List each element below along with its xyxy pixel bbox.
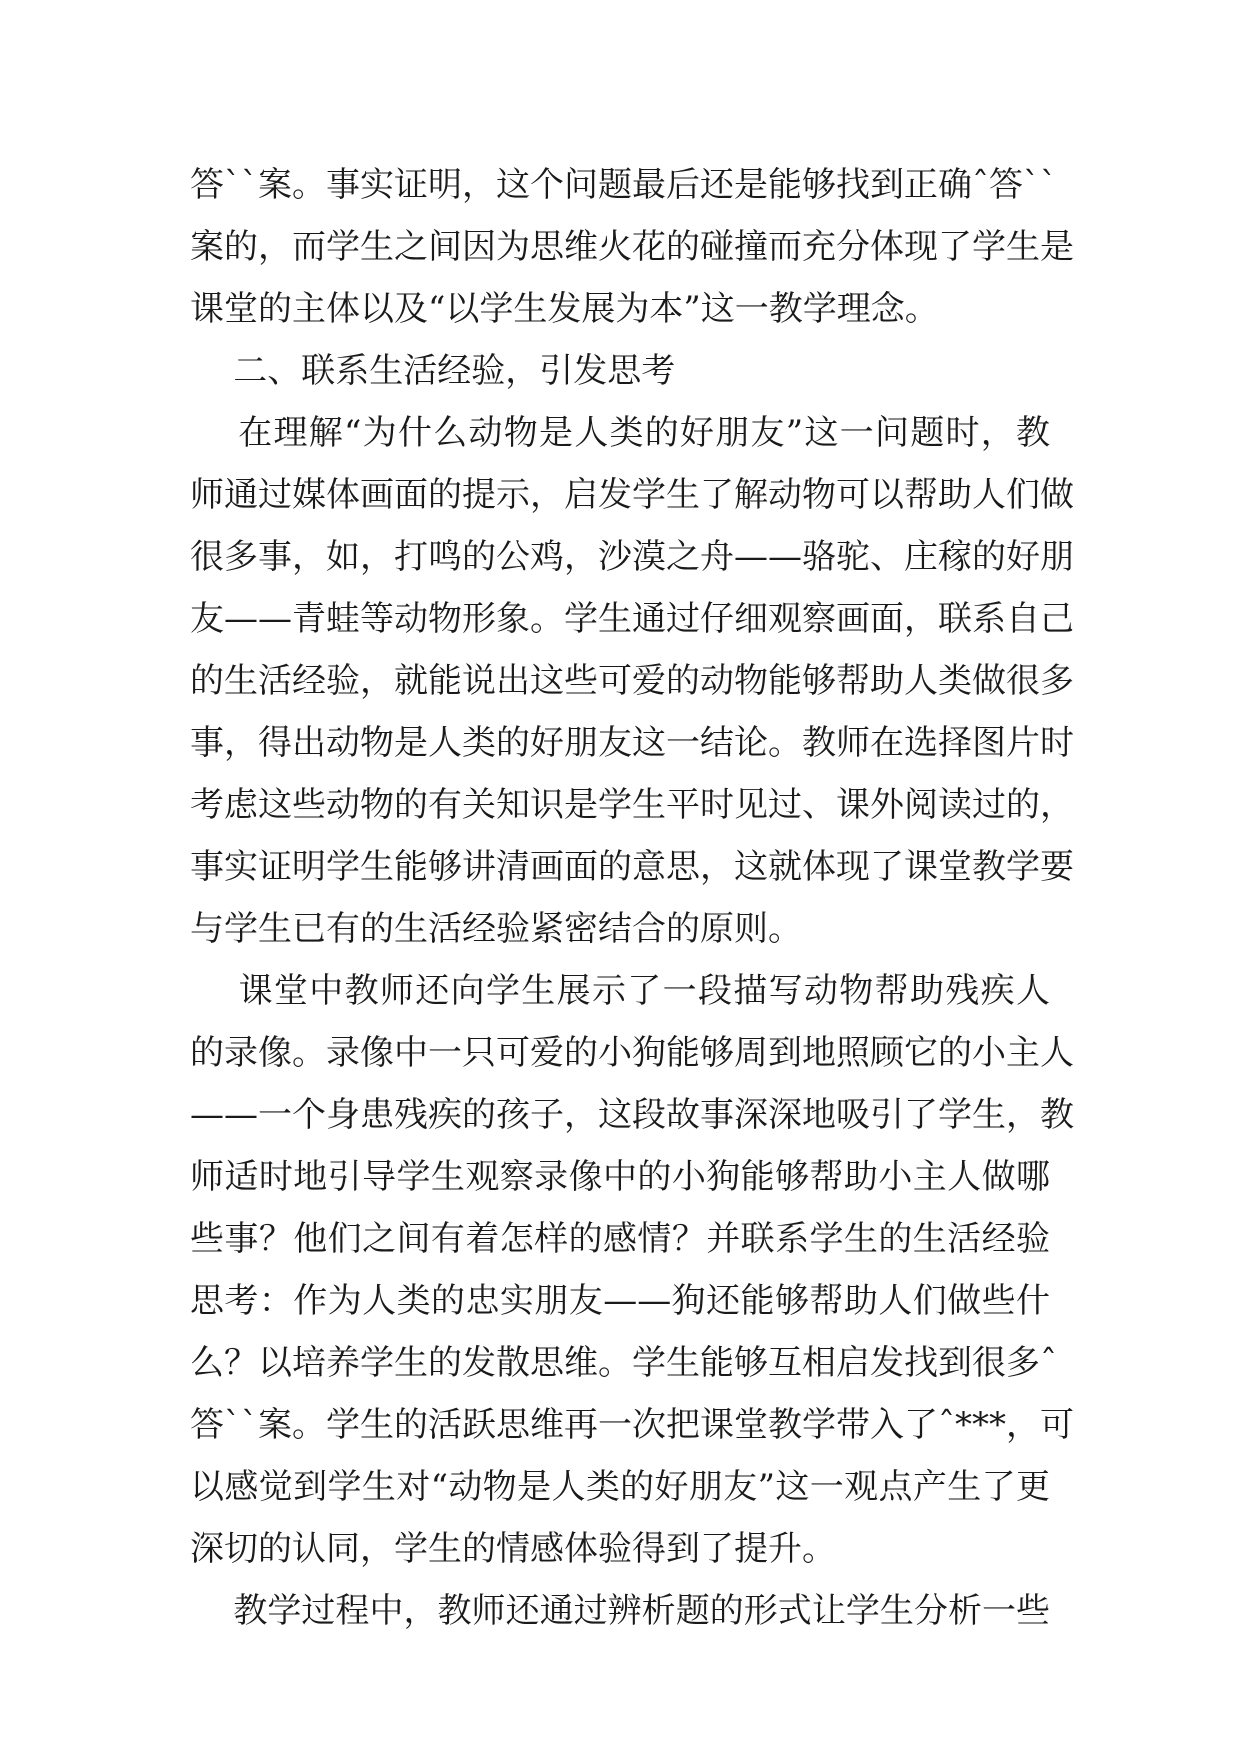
text-line: 答``案。事实证明，这个问题最后还是能够找到正确ˆ答``: [190, 165, 1057, 205]
text-line: 考虑这些动物的有关知识是学生平时见过、课外阅读过的，: [190, 785, 1074, 825]
text-line: 的生活经验，就能说出这些可爱的动物能够帮助人类做很多: [190, 661, 1074, 701]
text-line: 课堂中教师还向学生展示了一段描写动物帮助残疾人: [190, 971, 1050, 1011]
text-line: 课堂的主体以及“以学生发展为本”这一教学理念。: [190, 289, 939, 329]
text-line: 师通过媒体画面的提示，启发学生了解动物可以帮助人们做: [190, 475, 1074, 515]
text-line: 事实证明学生能够讲清画面的意思，这就体现了课堂教学要: [190, 847, 1074, 887]
text-line: ——一个身患残疾的孩子，这段故事深深地吸引了学生，教: [190, 1095, 1074, 1135]
text-line: 以感觉到学生对“动物是人类的好朋友”这一观点产生了更: [190, 1467, 1050, 1507]
text-line: 案的，而学生之间因为思维火花的碰撞而充分体现了学生是: [190, 227, 1074, 267]
text-line: 思考：作为人类的忠实朋友——狗还能够帮助人们做些什: [190, 1281, 1050, 1321]
text-line: 的录像。录像中一只可爱的小狗能够周到地照顾它的小主人: [190, 1033, 1074, 1073]
text-line: 师适时地引导学生观察录像中的小狗能够帮助小主人做哪: [190, 1157, 1050, 1197]
text-line: 与学生已有的生活经验紧密结合的原则。: [190, 909, 802, 949]
text-line: 些事？他们之间有着怎样的感情？并联系学生的生活经验: [190, 1219, 1050, 1259]
text-line: 在理解“为什么动物是人类的好朋友”这一问题时，教: [190, 413, 1050, 453]
text-line: 深切的认同，学生的情感体验得到了提升。: [190, 1529, 836, 1569]
text-line: 事，得出动物是人类的好朋友这一结论。教师在选择图片时: [190, 723, 1074, 763]
text-line: 友——青蛙等动物形象。学生通过仔细观察画面，联系自己: [190, 599, 1074, 639]
text-line: 很多事，如，打鸣的公鸡，沙漠之舟——骆驼、庄稼的好朋: [190, 537, 1074, 577]
text-line: 答``案。学生的活跃思维再一次把课堂教学带入了ˆ***，可: [190, 1405, 1074, 1445]
body-text: [190, 154, 1074, 1642]
section-heading: 二、联系生活经验，引发思考: [190, 351, 676, 391]
text-line: 教学过程中，教师还通过辨析题的形式让学生分析一些: [190, 1591, 1050, 1631]
text-line: 么？以培养学生的发散思维。学生能够互相启发找到很多ˆ: [190, 1343, 1057, 1383]
